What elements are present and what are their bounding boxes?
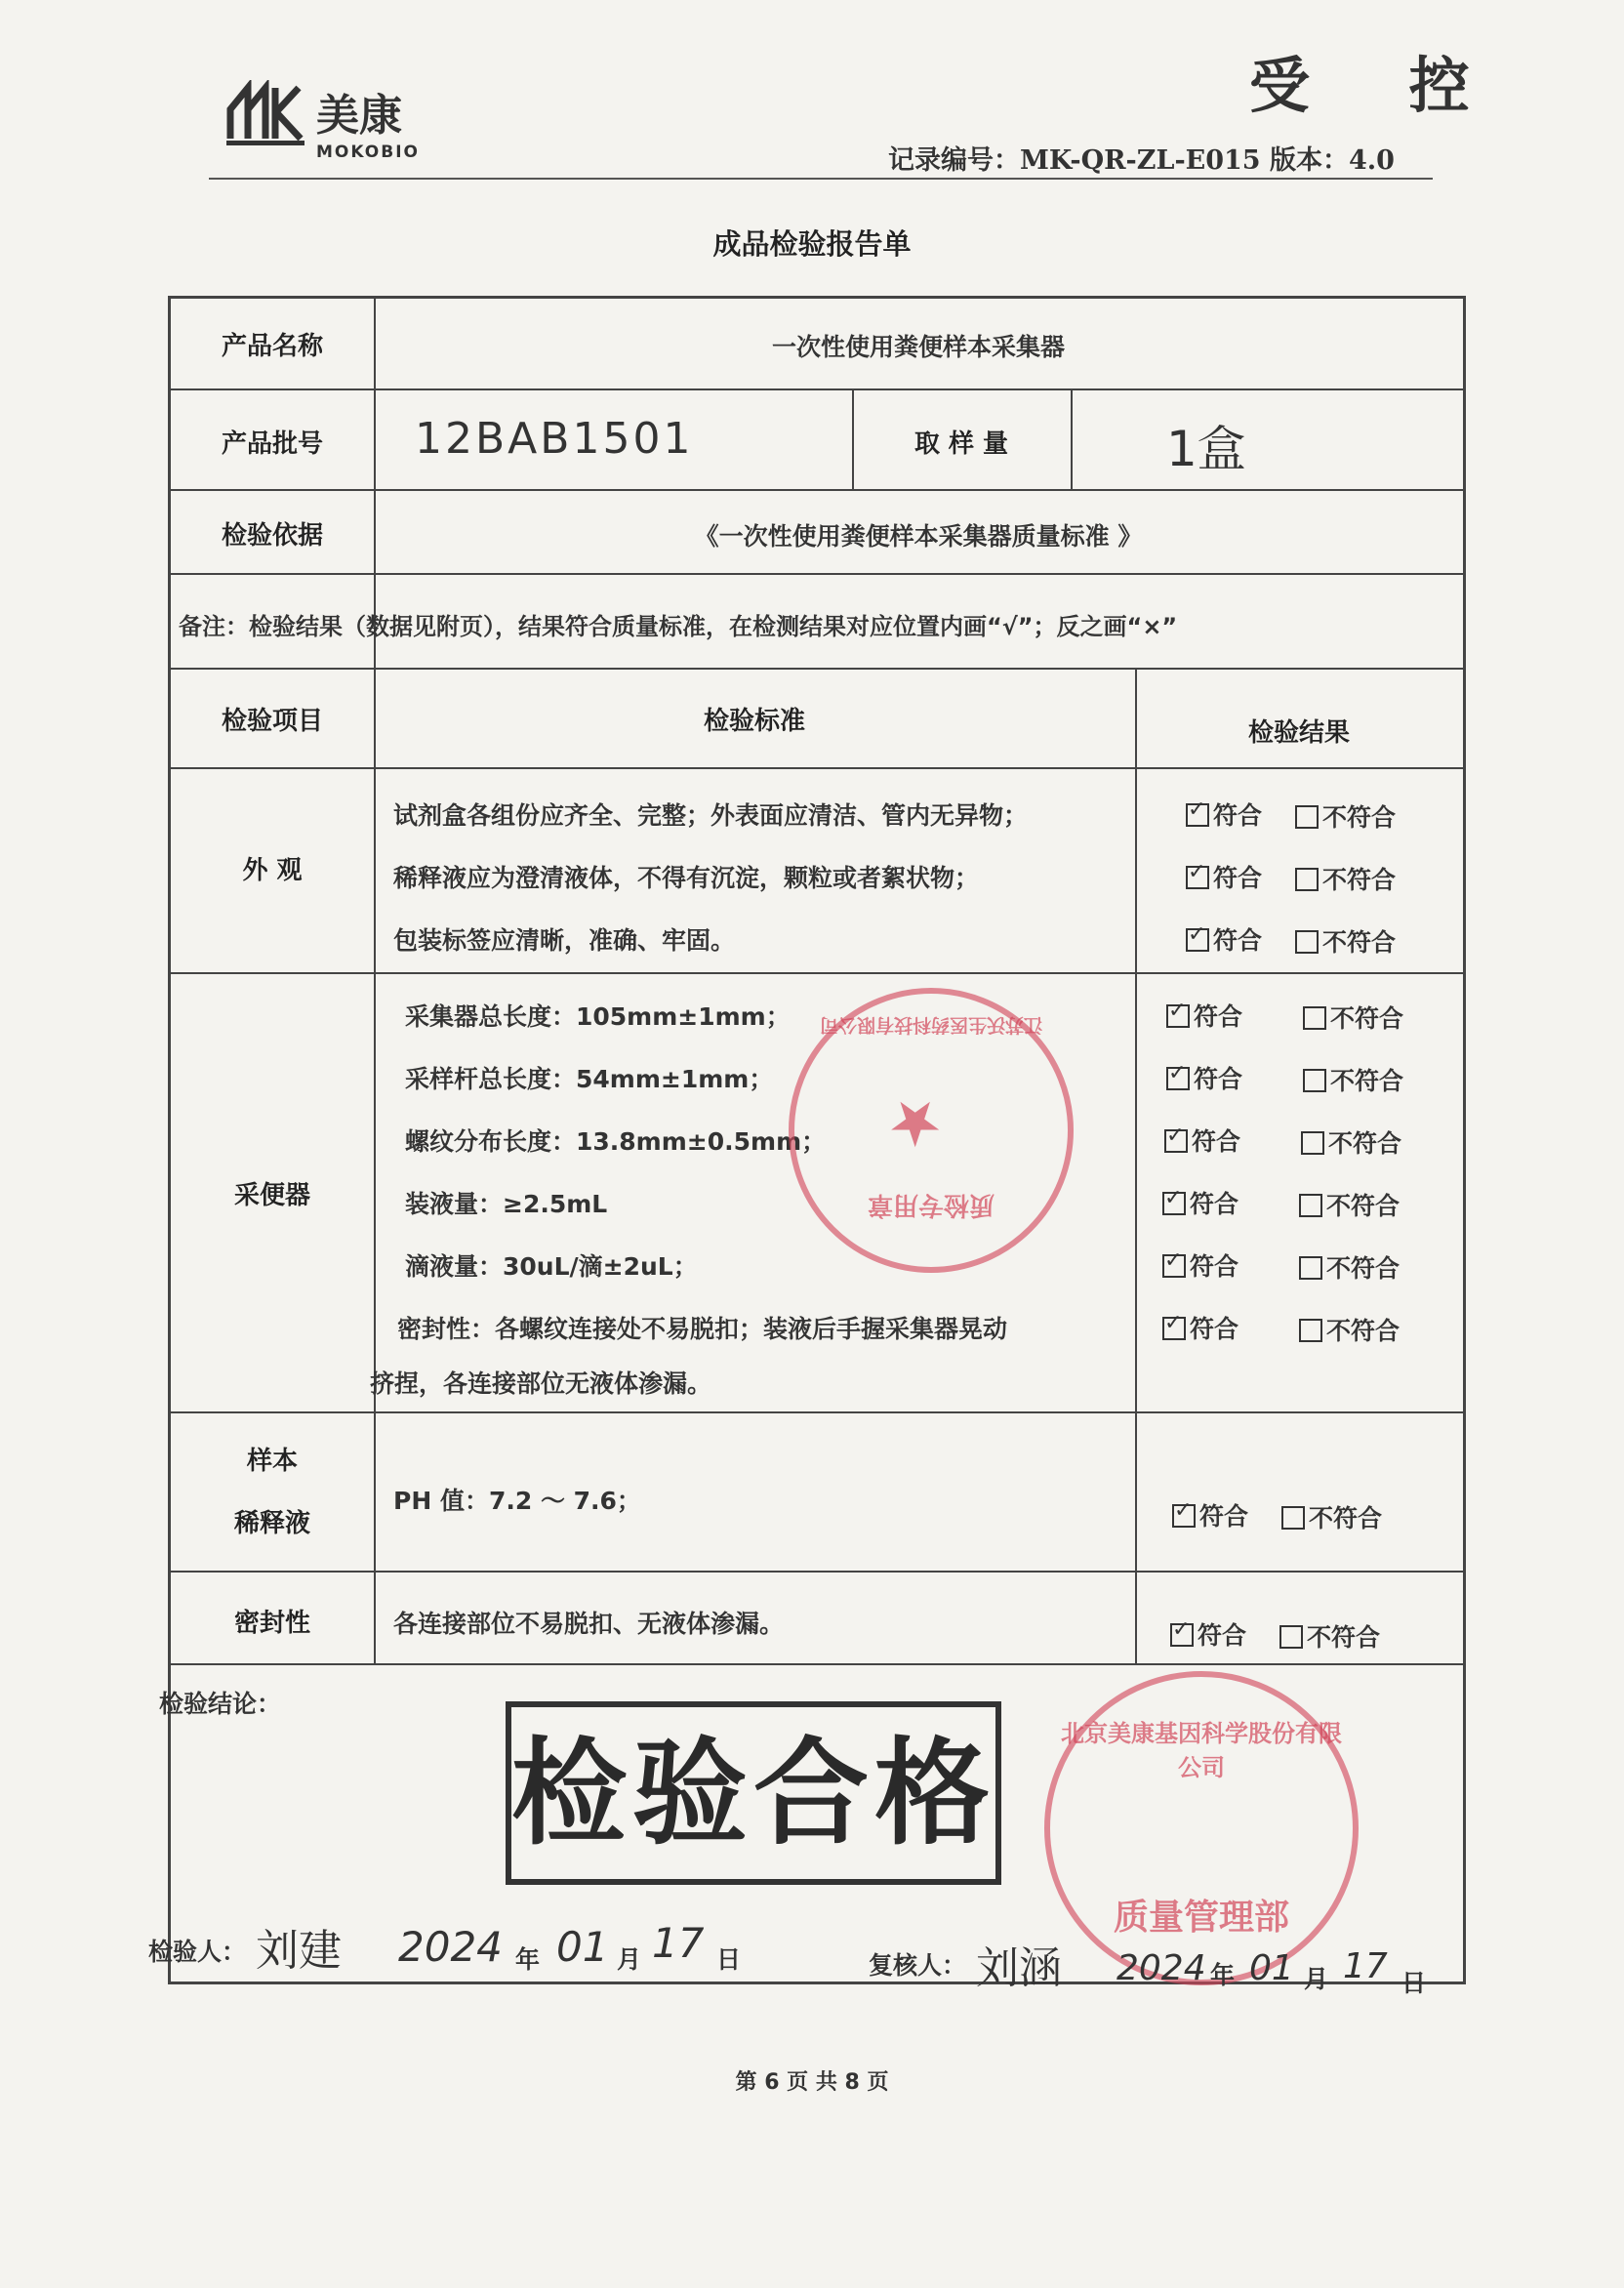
checked-box-icon bbox=[1164, 1129, 1188, 1153]
inspect-day-unit: 日 bbox=[716, 1945, 742, 1974]
batch-number: 12BAB1501 bbox=[415, 414, 694, 464]
reviewer-signature: 刘涵 bbox=[976, 1943, 1062, 1993]
col-result-header: 检验结果 bbox=[1247, 718, 1350, 748]
row-divider bbox=[171, 388, 1463, 390]
empty-box-icon bbox=[1299, 1194, 1322, 1217]
product-name-label: 产品名称 bbox=[221, 332, 323, 361]
header-divider bbox=[209, 178, 1433, 180]
col-standard-header: 检验标准 bbox=[703, 707, 805, 736]
controlled-mark: 受 控 bbox=[1249, 50, 1509, 121]
product-name: 一次性使用粪便样本采集器 bbox=[771, 333, 1065, 361]
result-pass-checkbox[interactable]: ✓符合 bbox=[1166, 998, 1242, 1033]
checked-box-icon bbox=[1186, 803, 1209, 827]
result-pass-checkbox[interactable]: ✓符合 bbox=[1166, 1060, 1242, 1095]
inspector-signature: 刘建 bbox=[256, 1926, 342, 1976]
row-divider bbox=[171, 1411, 1463, 1413]
result-pass-checkbox[interactable]: ✓符合 bbox=[1186, 921, 1262, 957]
inspect-year-unit: 年 bbox=[515, 1945, 541, 1974]
checked-box-icon bbox=[1186, 928, 1209, 952]
logo-name: 美康 bbox=[316, 91, 402, 141]
checked-box-icon bbox=[1166, 1067, 1190, 1090]
review-month-unit: 月 bbox=[1304, 1965, 1329, 1993]
document-title: 成品检验报告单 bbox=[712, 227, 912, 261]
qa-department-seal: 北京美康基因科学股份有限公司 质量管理部 bbox=[1044, 1671, 1359, 1985]
empty-box-icon bbox=[1295, 805, 1319, 829]
inspection-basis: 《一次性使用粪便样本采集器质量标准 》 bbox=[694, 522, 1143, 551]
checked-box-icon bbox=[1162, 1254, 1186, 1278]
checked-box-icon bbox=[1172, 1504, 1196, 1528]
appearance-line-2: 稀释液应为澄清液体，不得有沉淀，颗粒或者絮状物； bbox=[393, 864, 980, 892]
row-divider bbox=[171, 767, 1463, 769]
collector-line-3: 螺纹分布长度：13.8mm±0.5mm； bbox=[405, 1127, 827, 1156]
row-divider bbox=[171, 972, 1463, 974]
col-item-header: 检验项目 bbox=[221, 707, 323, 736]
col-divider bbox=[374, 668, 376, 1663]
star-icon: ★ bbox=[887, 1086, 944, 1159]
checked-box-icon bbox=[1166, 1004, 1190, 1028]
logo-sub: MOKOBIO bbox=[316, 143, 420, 162]
result-pass-checkbox[interactable]: ✓符合 bbox=[1186, 859, 1262, 894]
checked-box-icon bbox=[1170, 1623, 1194, 1647]
collector-line-4: 装液量：≥2.5mL bbox=[405, 1190, 608, 1218]
page-number: 第 6 页 共 8 页 bbox=[735, 2070, 889, 2095]
result-pass-checkbox[interactable]: ✓ 符合 bbox=[1170, 1616, 1246, 1652]
empty-box-icon bbox=[1281, 1506, 1305, 1530]
empty-box-icon bbox=[1303, 1006, 1326, 1030]
result-fail-checkbox[interactable]: 不符合 bbox=[1295, 923, 1396, 959]
review-year: 2024 bbox=[1116, 1948, 1206, 1988]
result-fail-checkbox[interactable]: 不符合 bbox=[1281, 1499, 1382, 1534]
result-pass-checkbox[interactable]: ✓符合 bbox=[1162, 1247, 1238, 1283]
diluent-label-line-1: 样本 bbox=[246, 1447, 298, 1476]
empty-box-icon bbox=[1301, 1131, 1324, 1155]
appearance-line-3: 包装标签应清晰，准确、牢固。 bbox=[393, 926, 736, 955]
result-fail-checkbox[interactable]: 不符合 bbox=[1295, 798, 1396, 834]
result-fail-checkbox[interactable]: 不符合 bbox=[1301, 1124, 1401, 1160]
inspect-month: 01 bbox=[556, 1923, 609, 1971]
collector-label: 采便器 bbox=[233, 1181, 310, 1210]
collector-line-1: 采集器总长度：105mm±1mm； bbox=[405, 1002, 791, 1031]
empty-box-icon bbox=[1279, 1625, 1303, 1649]
result-pass-checkbox[interactable]: ✓符合 bbox=[1164, 1123, 1240, 1158]
result-fail-checkbox[interactable]: 不符合 bbox=[1303, 1000, 1403, 1035]
diluent-ph-standard: PH 值：7.2 ～ 7.6； bbox=[393, 1487, 641, 1515]
review-day-unit: 日 bbox=[1401, 1969, 1427, 1997]
row-divider bbox=[171, 1663, 1463, 1665]
batch-label: 产品批号 bbox=[221, 429, 323, 459]
review-month: 01 bbox=[1249, 1948, 1294, 1988]
record-number: 记录编号：MK-QR-ZL-E015 版本：4.0 bbox=[888, 145, 1395, 176]
logo-icon bbox=[226, 80, 304, 150]
result-fail-checkbox[interactable]: 不符合 bbox=[1299, 1249, 1400, 1285]
empty-box-icon bbox=[1299, 1319, 1322, 1342]
pass-stamp bbox=[506, 1701, 1001, 1885]
collector-line-5: 滴液量：30uL/滴±2uL； bbox=[405, 1252, 698, 1281]
result-fail-checkbox[interactable]: 不符合 bbox=[1299, 1187, 1400, 1222]
result-fail-checkbox[interactable]: 不符合 bbox=[1303, 1062, 1403, 1097]
inspect-day: 17 bbox=[652, 1919, 705, 1967]
collector-line-2: 采样杆总长度：54mm±1mm； bbox=[405, 1065, 774, 1093]
inspect-month-unit: 月 bbox=[617, 1945, 642, 1974]
appearance-line-1: 试剂盒各组份应齐全、完整；外表面应清洁、管内无异物； bbox=[393, 801, 1029, 830]
result-pass-checkbox[interactable]: ✓符合 bbox=[1162, 1310, 1238, 1345]
review-year-unit: 年 bbox=[1210, 1961, 1236, 1989]
result-fail-checkbox[interactable]: 不符合 bbox=[1299, 1312, 1400, 1347]
row-divider bbox=[171, 668, 1463, 670]
result-fail-checkbox[interactable]: 不符合 bbox=[1295, 861, 1396, 896]
sample-amount: 1盒 bbox=[1166, 421, 1246, 477]
checked-box-icon bbox=[1162, 1317, 1186, 1340]
empty-box-icon bbox=[1303, 1069, 1326, 1092]
collector-line-7: 挤捏，各连接部位无液体渗漏。 bbox=[370, 1369, 712, 1398]
diluent-label-line-2: 稀释液 bbox=[233, 1509, 310, 1538]
appearance-label: 外 观 bbox=[242, 856, 303, 885]
reviewer-label: 复核人： bbox=[869, 1951, 967, 1980]
row-divider bbox=[171, 489, 1463, 491]
sealing-standard: 各连接部位不易脱扣、无液体渗漏。 bbox=[393, 1610, 785, 1638]
row-divider bbox=[171, 573, 1463, 575]
sample-label: 取 样 量 bbox=[914, 429, 1009, 459]
collector-line-6: 密封性：各螺纹连接处不易脱扣；装液后手握采集器晃动 bbox=[397, 1315, 1008, 1343]
col-divider bbox=[1135, 668, 1137, 1663]
result-pass-checkbox[interactable]: ✓符合 bbox=[1172, 1497, 1248, 1532]
result-pass-checkbox[interactable]: ✓符合 bbox=[1162, 1185, 1238, 1220]
pass-stamp-text: 检验合格 bbox=[511, 1726, 996, 1860]
result-fail-checkbox[interactable]: 不符合 bbox=[1279, 1618, 1380, 1654]
result-pass-checkbox[interactable]: ✓符合 bbox=[1186, 797, 1262, 832]
remark-note: 备注：检验结果（数据见附页），结果符合质量标准，在检测结果对应位置内画“√”；反之画“×” bbox=[179, 613, 1178, 640]
checked-box-icon bbox=[1186, 866, 1209, 889]
empty-box-icon bbox=[1299, 1256, 1322, 1280]
checked-box-icon bbox=[1162, 1192, 1186, 1215]
review-day: 17 bbox=[1343, 1946, 1388, 1986]
inspection-seal: 江苏沃生医药科技有限公司 ★ 质检专用章 bbox=[789, 988, 1074, 1273]
empty-box-icon bbox=[1295, 868, 1319, 891]
inspector-label: 检验人： bbox=[148, 1938, 247, 1966]
inspect-year: 2024 bbox=[398, 1923, 503, 1971]
col-divider bbox=[1071, 388, 1073, 489]
conclusion-label: 检验结论： bbox=[159, 1690, 282, 1718]
row-divider bbox=[171, 1571, 1463, 1573]
sealing-label: 密封性 bbox=[233, 1609, 310, 1638]
empty-box-icon bbox=[1295, 930, 1319, 954]
basis-label: 检验依据 bbox=[221, 521, 323, 551]
